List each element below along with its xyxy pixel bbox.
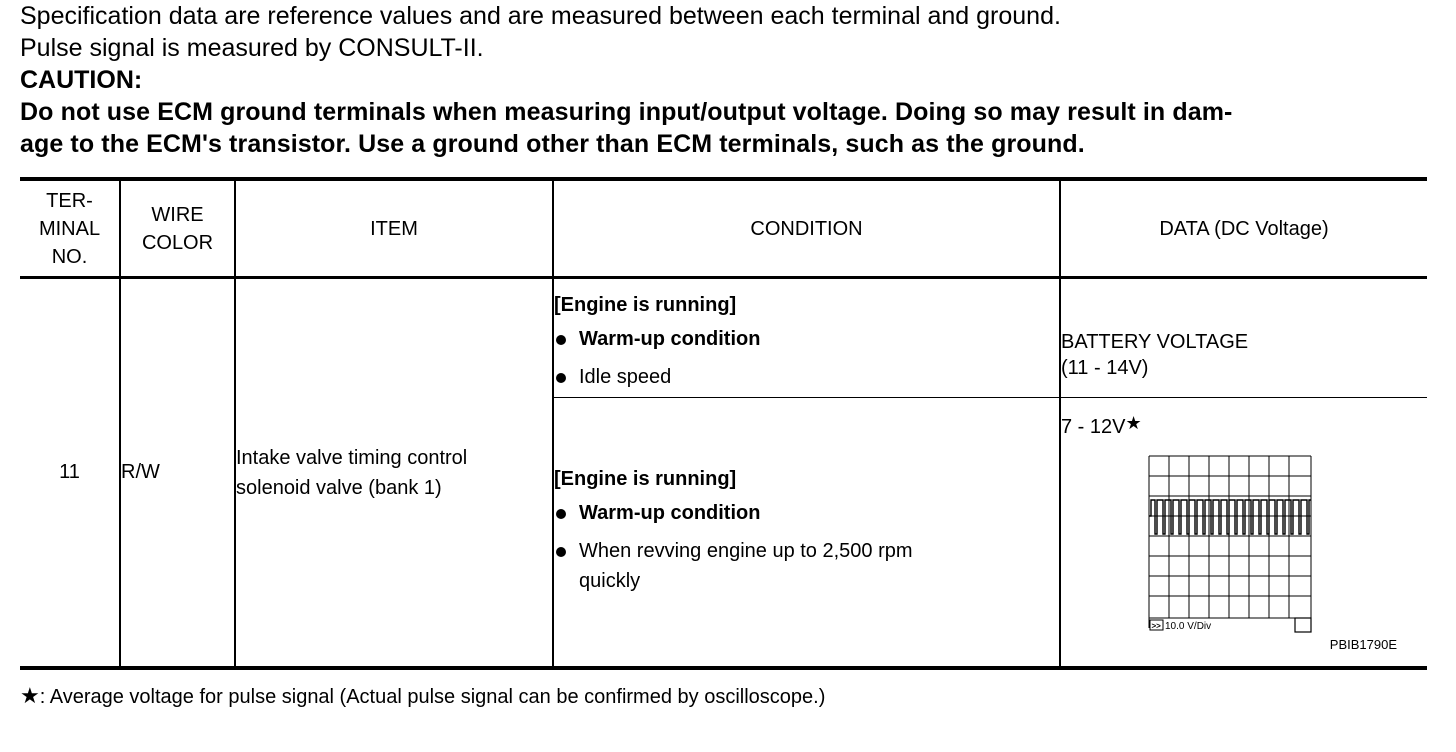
intro-line-2: Pulse signal is measured by CONSULT-II.: [20, 34, 484, 62]
star-icon: ★: [1125, 413, 1142, 433]
header-condition: CONDITION: [553, 179, 1060, 278]
table-row: [20, 278, 1427, 398]
caution-title: CAUTION:: [20, 66, 143, 94]
scope-corner-box: [1295, 618, 1311, 632]
data-value: [1061, 414, 1427, 440]
header-terminal-line: NO.: [51, 245, 88, 268]
scope-grid: [1149, 456, 1311, 628]
condition-bullet-line: quickly: [579, 570, 641, 592]
scope-marker: >>: [1151, 621, 1161, 631]
oscilloscope-waveform: [1147, 454, 1315, 644]
oscilloscope-figure: [1061, 440, 1427, 662]
data-cell-idle: [1060, 278, 1427, 398]
condition-bullet: [554, 536, 1059, 596]
pulse-trace: [1149, 500, 1311, 534]
condition-bullet: Warm-up condition: [554, 324, 1059, 354]
condition-heading: [Engine is running]: [554, 468, 737, 490]
caution-line-2: age to the ECM's transistor. Use a ground other than ECM terminals, such as the ground.: [20, 130, 1085, 158]
header-wire-color: [120, 179, 235, 278]
data-range: (11 - 14V): [1061, 356, 1149, 379]
wire-color: R/W: [120, 278, 235, 669]
data-cell-revving: [1060, 398, 1427, 669]
scope-scale-label: 10.0 V/Div: [1165, 621, 1212, 632]
item-line: Intake valve timing control: [236, 446, 468, 469]
condition-bullet: Warm-up condition: [554, 498, 1059, 528]
header-data: DATA (DC Voltage): [1060, 179, 1427, 278]
caution-line-1: Do not use ECM ground terminals when measuring input/output voltage. Doing so may result in dam-: [20, 98, 1233, 126]
star-icon: ★: [20, 683, 40, 708]
header-wire-line: COLOR: [141, 231, 214, 254]
terminal-number: 11: [20, 278, 120, 669]
condition-bullet: Idle speed: [554, 362, 1059, 392]
condition-cell-revving: [553, 398, 1060, 669]
terminal-spec-table: [20, 177, 1427, 670]
condition-cell-idle: [553, 278, 1060, 398]
data-value: BATTERY VOLTAGE: [1061, 330, 1249, 353]
header-terminal-line: MINAL: [38, 217, 101, 240]
condition-bullet-line: When revving engine up to 2,500 rpm: [579, 540, 913, 562]
item-cell: [235, 278, 553, 669]
figure-code: PBIB1790E: [1329, 637, 1397, 652]
intro-section: [20, 0, 1440, 160]
data-voltage: 7 - 12V: [1061, 416, 1126, 438]
footnote-text: : Average voltage for pulse signal (Actual pulse signal can be confirmed by oscilloscope.): [39, 686, 826, 708]
header-wire-line: WIRE: [151, 203, 204, 226]
header-item: ITEM: [235, 179, 553, 278]
intro-line-1: Specification data are reference values and are measured between each terminal and ground.: [20, 2, 1061, 30]
header-terminal-line: TER-: [46, 189, 93, 212]
header-terminal-no: [20, 179, 120, 278]
footnote: [20, 682, 825, 711]
table-header-row: [20, 179, 1427, 278]
item-line: solenoid valve (bank 1): [236, 476, 442, 499]
condition-heading: [Engine is running]: [554, 294, 737, 316]
